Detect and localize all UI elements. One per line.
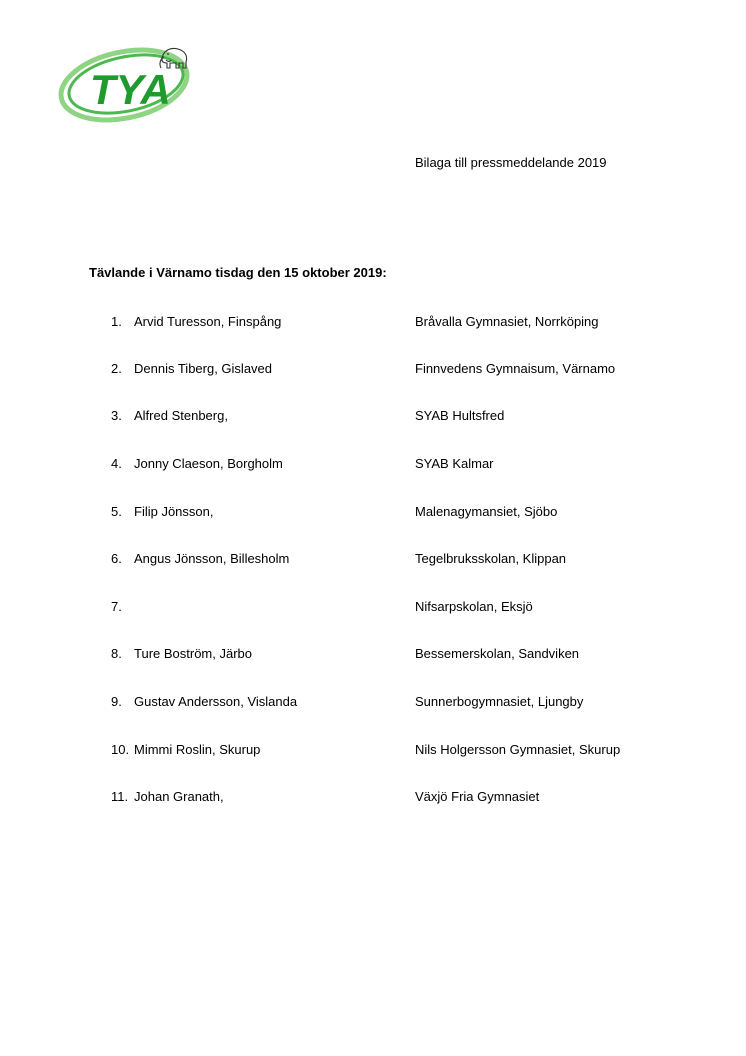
- competitor-number: 6.: [111, 551, 122, 566]
- competitor-row: [0, 789, 746, 805]
- competitor-name: Mimmi Roslin, Skurup: [134, 742, 261, 757]
- competitor-row: [0, 504, 746, 520]
- competitor-number: 1.: [111, 314, 122, 329]
- competitor-row: [0, 551, 746, 567]
- competitor-school: Bråvalla Gymnasiet, Norrköping: [415, 314, 599, 329]
- competitor-name: Alfred Stenberg,: [134, 408, 228, 423]
- competitor-row: [0, 408, 746, 424]
- competitor-school: SYAB Hultsfred: [415, 408, 505, 423]
- competitor-school: Nifsarpskolan, Eksjö: [415, 599, 533, 614]
- competitor-name: Gustav Andersson, Vislanda: [134, 694, 298, 709]
- competitor-school: Sunnerbogymnasiet, Ljungby: [415, 694, 584, 709]
- competitor-row: [0, 361, 746, 377]
- competitor-school: Växjö Fria Gymnasiet: [415, 789, 540, 804]
- competitor-row: [0, 646, 746, 662]
- tya-logo-graphic: [56, 40, 198, 126]
- competitor-name: Arvid Turesson, Finspång: [134, 314, 282, 329]
- competitor-number: 2.: [111, 361, 122, 376]
- competitor-name: Johan Granath,: [134, 789, 224, 804]
- competitor-row: [0, 599, 746, 615]
- competitors-heading: Tävlande i Värnamo tisdag den 15 oktober 2019:: [89, 265, 387, 280]
- competitor-school: Malenagymansiet, Sjöbo: [415, 504, 558, 519]
- competitor-row: [0, 742, 746, 758]
- competitor-number: 4.: [111, 456, 122, 471]
- competitor-number: 11.: [111, 789, 129, 804]
- competitor-school: SYAB Kalmar: [415, 456, 494, 471]
- competitor-name: Ture Boström, Järbo: [134, 646, 253, 661]
- competitor-number: 10.: [111, 742, 130, 757]
- competitor-number: 9.: [111, 694, 122, 709]
- competitor-name: Jonny Claeson, Borgholm: [134, 456, 283, 471]
- competitor-school: Finnvedens Gymnaisum, Värnamo: [415, 361, 616, 376]
- competitor-number: 8.: [111, 646, 122, 661]
- competitor-name: Dennis Tiberg, Gislaved: [134, 361, 273, 376]
- logo-text: TYA: [90, 66, 171, 113]
- competitor-school: Bessemerskolan, Sandviken: [415, 646, 580, 661]
- competitor-name: Filip Jönsson,: [134, 504, 214, 519]
- competitor-number: 3.: [111, 408, 122, 423]
- attachment-note: Bilaga till pressmeddelande 2019: [415, 155, 607, 170]
- competitor-row: [0, 456, 746, 472]
- competitor-row: [0, 314, 746, 330]
- competitor-row: [0, 694, 746, 710]
- competitor-school: Tegelbruksskolan, Klippan: [415, 551, 567, 566]
- tya-logo: [56, 40, 198, 126]
- competitor-number: 5.: [111, 504, 122, 519]
- competitor-number: 7.: [111, 599, 122, 614]
- competitor-name: Angus Jönsson, Billesholm: [134, 551, 290, 566]
- competitor-school: Nils Holgersson Gymnasiet, Skurup: [415, 742, 621, 757]
